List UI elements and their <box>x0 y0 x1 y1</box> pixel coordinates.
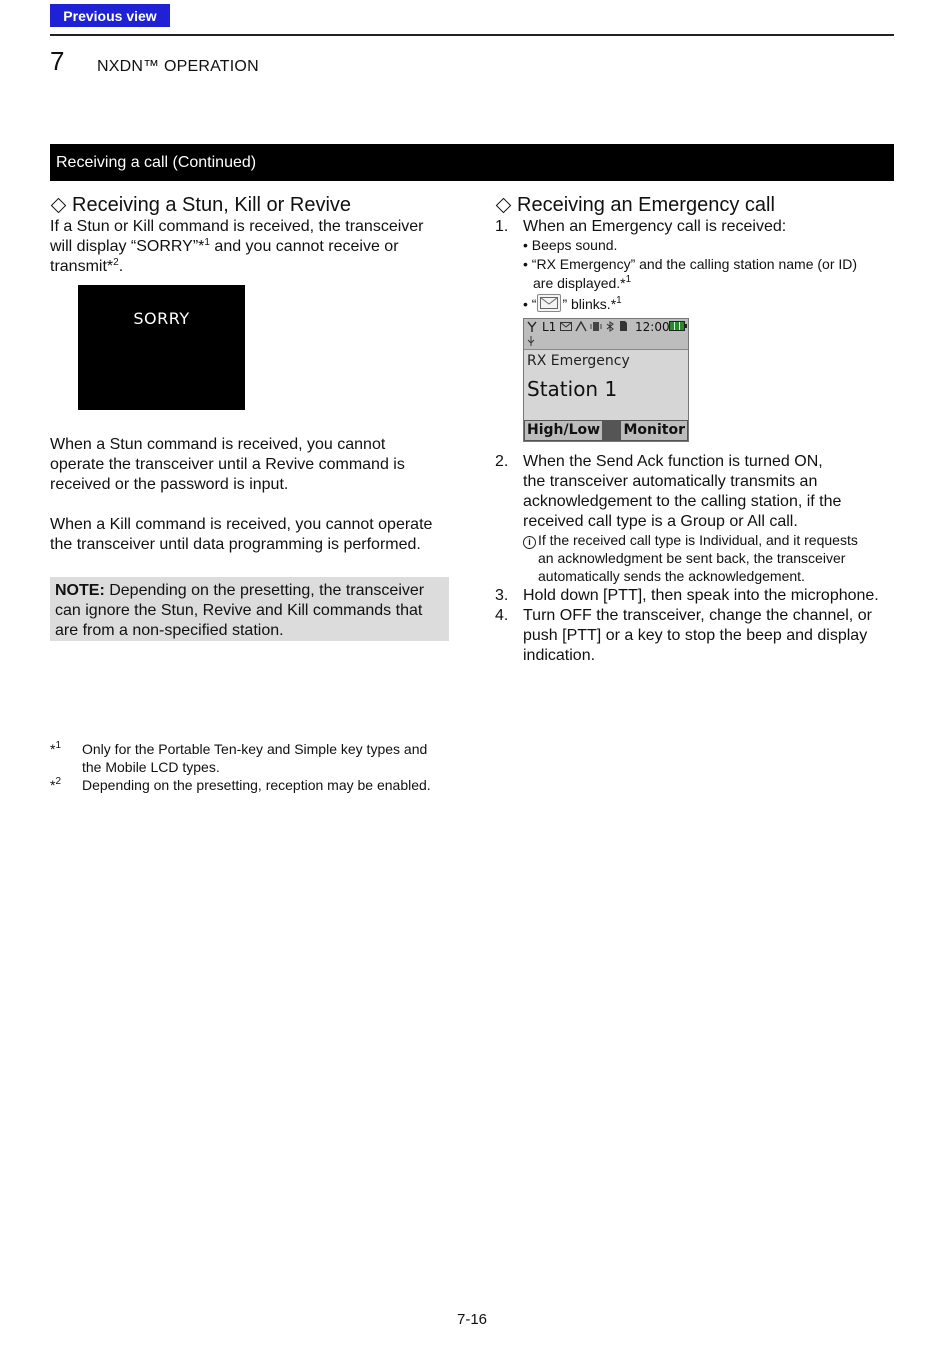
paragraph-line: When a Kill command is received, you cannot operate <box>50 516 433 533</box>
bullet-text-cont <box>523 274 893 293</box>
info-note <box>523 531 893 585</box>
step-line: When the Send Ack function is turned ON, <box>523 453 823 470</box>
bullet-text: are displayed.* <box>533 275 626 291</box>
footnote-mark <box>50 740 61 758</box>
footnote-ref: 2 <box>113 257 119 268</box>
paragraph-line: operate the transceiver until a Revive command is <box>50 456 405 473</box>
envelope-icon <box>560 322 572 331</box>
envelope-icon <box>537 294 561 312</box>
footnote-2 <box>50 776 470 794</box>
scan-icon <box>575 321 587 332</box>
bullet-text: • “ <box>523 296 537 312</box>
step-line: acknowledgement to the calling station, if the <box>523 493 842 510</box>
heading-text: Receiving an Emergency call <box>517 194 775 216</box>
footnote-star: * <box>50 741 56 757</box>
clock-label: 12:00 <box>635 320 670 334</box>
footnote-number: 1 <box>55 740 62 751</box>
footnote-ref: 1 <box>204 237 210 248</box>
stun-paragraph <box>50 435 450 495</box>
footnote-star: * <box>50 777 56 793</box>
chapter-title: NXDN™ OPERATION <box>97 58 259 75</box>
paragraph-line: When a Stun command is received, you cannot <box>50 436 386 453</box>
footnote-ref: 1 <box>616 295 622 306</box>
intro-line-2 <box>50 237 450 257</box>
step-text: Hold down [PTT], then speak into the microphone. <box>523 587 879 604</box>
paragraph-line: received or the password is input. <box>50 476 289 493</box>
soft-key-high-low: High/Low <box>527 422 601 438</box>
sd-card-icon <box>619 320 628 332</box>
bullet-text: ” blinks.* <box>562 296 617 312</box>
note-label: NOTE: <box>55 582 105 599</box>
header-rule <box>50 34 894 36</box>
step-line: received call type is a Group or All call. <box>523 513 798 530</box>
info-line-2: an acknowledgment be sent back, the transceiver <box>538 550 846 566</box>
soft-key-bar <box>524 420 688 441</box>
sorry-display-screen <box>78 285 245 410</box>
page-number: 7-16 <box>456 1311 488 1328</box>
intro-text: transmit* <box>50 258 114 275</box>
step-number: 2. <box>495 453 509 470</box>
footnote-mark <box>50 776 61 794</box>
step-number: 3. <box>495 587 509 604</box>
step-line: Turn OFF the transceiver, change the channel, or <box>523 607 872 624</box>
intro-text: . <box>118 258 124 275</box>
transceiver-display <box>523 318 689 442</box>
info-line-1 <box>523 531 893 549</box>
note-text: Depending on the presetting, the transceiver <box>104 582 425 599</box>
note-line-3: are from a non-specified station. <box>55 622 284 639</box>
antenna-icon <box>527 321 537 333</box>
status-bar <box>524 319 688 350</box>
info-icon: i <box>523 536 536 549</box>
step-text <box>523 452 895 532</box>
step-3 <box>495 586 895 606</box>
intro-text: will display “SORRY”* <box>50 238 205 255</box>
previous-view-button[interactable]: Previous view <box>50 4 170 27</box>
step-line: the transceiver automatically transmits an <box>523 473 818 490</box>
intro-text: and you cannot receive or <box>209 238 399 255</box>
kill-paragraph <box>50 515 450 555</box>
step-4 <box>495 606 895 666</box>
diamond-icon <box>51 197 67 213</box>
left-column <box>50 193 450 277</box>
right-column <box>495 193 895 217</box>
rx-emergency-text: RX Emergency <box>527 353 630 369</box>
chapter-number: 7 <box>50 46 65 76</box>
footnote-number: 2 <box>55 776 62 787</box>
usb-icon <box>527 335 535 347</box>
diamond-icon <box>496 197 512 213</box>
footnote-text: Depending on the presetting, reception may be enabled. <box>82 777 431 793</box>
footnote-text: Only for the Portable Ten-key and Simple key types and <box>82 741 428 757</box>
step-text: When an Emergency call is received: <box>523 218 787 235</box>
info-line-3: automatically sends the acknowledgement. <box>538 568 805 584</box>
footnote-1 <box>50 740 470 776</box>
note-line-1 <box>55 581 445 601</box>
channel-label: L1 <box>542 320 557 334</box>
paragraph-line: the transceiver until data programming is performed. <box>50 536 421 553</box>
footnotes <box>50 740 470 794</box>
section-title-bar: Receiving a call (Continued) <box>50 144 894 181</box>
note-box <box>50 577 449 641</box>
step-text <box>523 606 895 666</box>
intro-line-1: If a Stun or Kill command is received, the transceiver <box>50 218 424 235</box>
sorry-display-text: SORRY <box>133 309 190 328</box>
stun-kill-revive-heading <box>50 193 450 217</box>
bullet-rx-emergency <box>523 255 893 293</box>
step-line: indication. <box>523 647 596 664</box>
bullet-text: • “RX Emergency” and the calling station name (or ID) <box>523 256 858 272</box>
step-number: 4. <box>495 607 509 624</box>
step-2 <box>495 452 895 532</box>
emergency-call-heading <box>495 193 895 217</box>
note-line-2: can ignore the Stun, Revive and Kill commands that <box>55 602 423 619</box>
soft-key-monitor: Monitor <box>623 422 685 438</box>
footnote-ref: 1 <box>625 274 632 285</box>
station-name-text: Station 1 <box>527 377 618 401</box>
footnote-text: the Mobile LCD types. <box>82 759 220 775</box>
step-line: push [PTT] or a key to stop the beep and display <box>523 627 868 644</box>
step-1 <box>495 217 895 237</box>
info-text: If the received call type is Individual, and it requests <box>538 532 858 548</box>
intro-line-3 <box>50 257 450 277</box>
bullet-beeps: • Beeps sound. <box>523 237 618 253</box>
vibration-icon <box>590 321 602 332</box>
bullet-blinks <box>523 294 893 314</box>
bluetooth-icon <box>606 321 614 332</box>
battery-icon <box>669 321 687 331</box>
heading-text: Receiving a Stun, Kill or Revive <box>72 194 352 216</box>
step-number: 1. <box>495 218 509 235</box>
